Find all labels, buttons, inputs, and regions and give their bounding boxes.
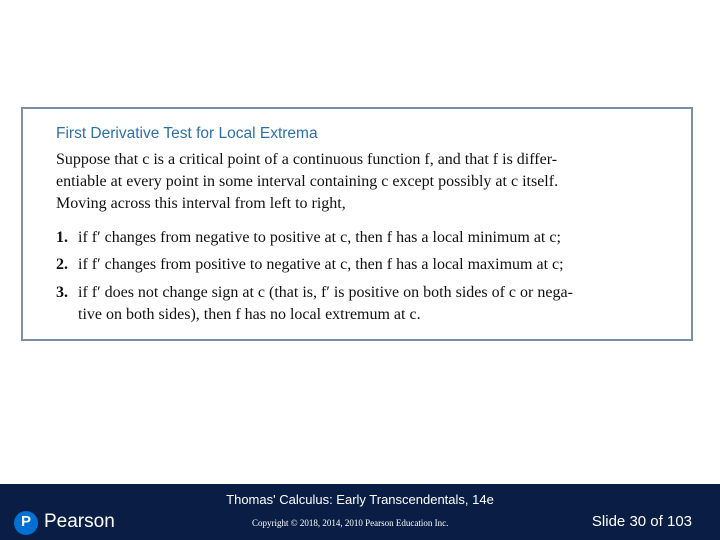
- item-number: 1.: [56, 229, 68, 246]
- item-number: 2.: [56, 256, 68, 273]
- item-number: 3.: [56, 284, 68, 301]
- book-title: Thomas' Calculus: Early Transcendentals, 14e: [226, 492, 494, 507]
- list-item: [56, 226, 561, 250]
- theorem-intro: [56, 149, 661, 214]
- copyright-notice: Copyright © 2018, 2014, 2010 Pearson Education Inc.: [252, 518, 449, 528]
- pearson-logo-letter: P: [21, 513, 32, 530]
- item-text: if f′ changes from negative to positive at c, then f has a local minimum at c;: [78, 229, 561, 246]
- list-item: [56, 282, 573, 325]
- intro-line: entiable at every point in some interval containing c except possibly at c itself.: [56, 172, 559, 190]
- list-item: [56, 253, 564, 277]
- slide-number: Slide 30 of 103: [591, 513, 692, 530]
- theorem-box: [21, 107, 693, 341]
- footer-bar: [0, 484, 720, 540]
- item-text: if f′ changes from positive to negative at c, then f has a local maximum at c;: [78, 256, 564, 273]
- theorem-title: First Derivative Test for Local Extrema: [56, 125, 318, 142]
- intro-line: Moving across this interval from left to right,: [56, 194, 346, 212]
- pearson-logo-text: Pearson: [44, 511, 115, 532]
- item-text-continued: tive on both sides), then f has no local extremum at c.: [78, 305, 421, 323]
- intro-line: Suppose that c is a critical point of a continuous function f, and that f is differ-: [56, 151, 558, 168]
- item-text: if f′ does not change sign at c (that is, f′ is positive on both sides of c or nega-: [78, 284, 573, 301]
